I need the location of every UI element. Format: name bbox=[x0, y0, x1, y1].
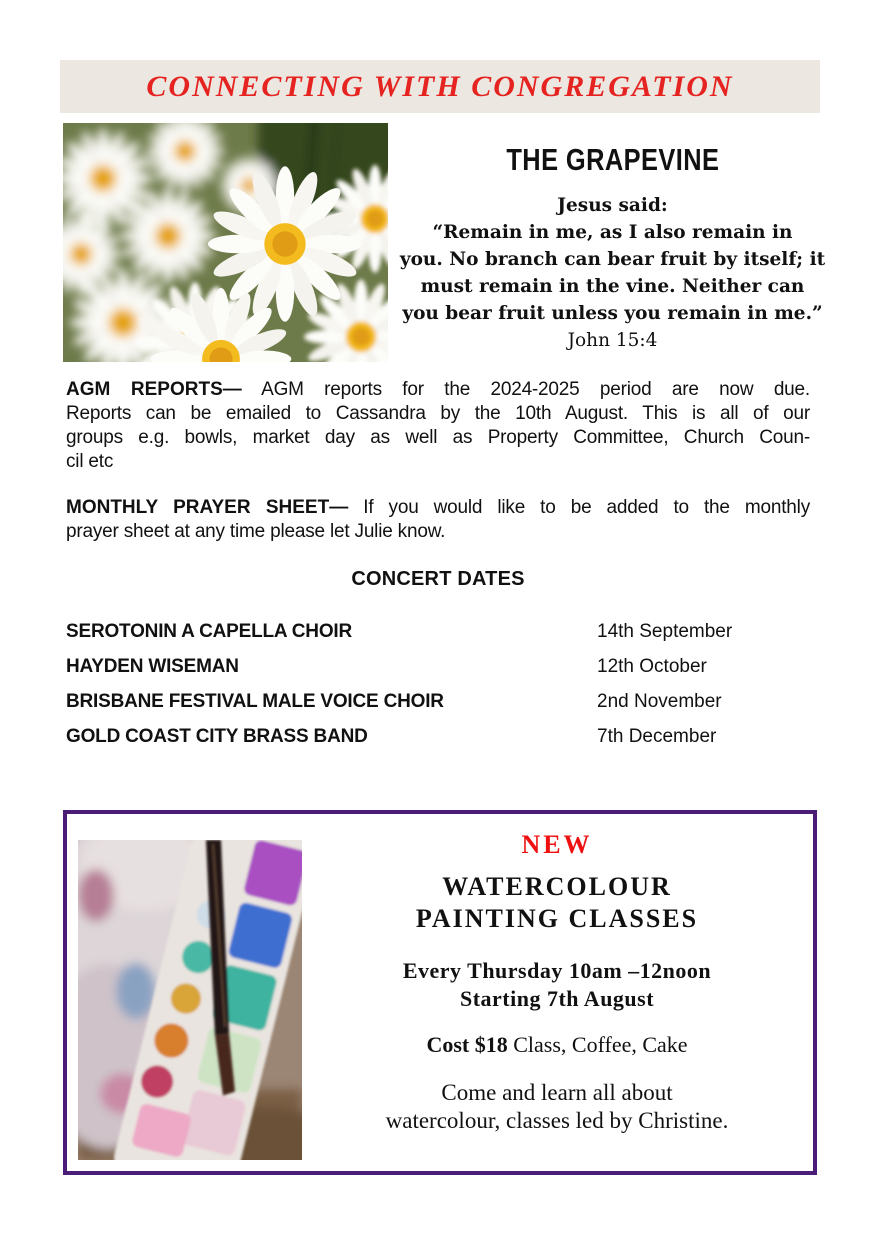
quote-intro: Jesus said: bbox=[557, 195, 668, 216]
concert-date: 2nd November bbox=[597, 691, 722, 712]
paragraph-line: Reports can be emailed to Cassandra by the 10th August. This is all of our bbox=[66, 403, 810, 424]
classes-desc-line: Come and learn all about bbox=[441, 1080, 673, 1105]
classes-schedule-line: Starting 7th August bbox=[459, 986, 655, 1011]
paragraph-line: groups e.g. bowls, market day as well as Property Committee, Church Coun- bbox=[66, 427, 810, 448]
quote-reference: John 15:4 bbox=[567, 330, 658, 351]
concert-date: 7th December bbox=[597, 726, 717, 747]
classes-cost-line: Cost $18 Class, Coffee, Cake bbox=[426, 1032, 688, 1057]
concert-name: BRISBANE FESTIVAL MALE VOICE CHOIR bbox=[66, 691, 444, 712]
classes-content bbox=[307, 814, 807, 1171]
concert-name: HAYDEN WISEMAN bbox=[66, 656, 239, 677]
concert-list bbox=[66, 614, 810, 754]
classes-schedule-line: Every Thursday 10am –12noon bbox=[402, 958, 712, 983]
page-title: CONNECTING WITH CONGREGATION bbox=[146, 69, 734, 103]
quote-line: you. No branch can bear fruit by itself; it bbox=[399, 249, 826, 270]
watercolour-palette-photo bbox=[78, 840, 302, 1160]
masthead-title: THE GRAPEVINE bbox=[506, 142, 719, 177]
paragraph-line: AGM REPORTS— AGM reports for the 2024-2025 period are now due. bbox=[66, 379, 810, 400]
concert-date: 14th September bbox=[597, 621, 733, 642]
quote-line: you bear fruit unless you remain in me.” bbox=[402, 303, 823, 324]
concert-row bbox=[66, 684, 810, 719]
header-banner bbox=[60, 60, 820, 113]
watercolour-classes-box bbox=[63, 810, 817, 1175]
concert-row bbox=[66, 649, 810, 684]
concert-date: 12th October bbox=[597, 656, 707, 677]
quote-line: “Remain in me, as I also remain in bbox=[432, 222, 793, 243]
concert-row bbox=[66, 719, 810, 754]
daisies-photo bbox=[63, 123, 388, 362]
paragraph-line: cil etc bbox=[66, 451, 114, 472]
classes-desc-line: watercolour, classes led by Christine. bbox=[385, 1108, 729, 1133]
scripture-quote bbox=[395, 192, 830, 354]
paragraph-line: prayer sheet at any time please let Julie know. bbox=[66, 521, 446, 542]
prayer-lead: MONTHLY PRAYER SHEET— bbox=[66, 497, 349, 518]
classes-title-line: PAINTING CLASSES bbox=[415, 904, 699, 933]
new-badge: NEW bbox=[521, 830, 593, 859]
masthead bbox=[395, 142, 830, 354]
classes-title-line: WATERCOLOUR bbox=[442, 872, 672, 901]
cost-amount: Cost $18 bbox=[426, 1032, 508, 1057]
agm-reports-paragraph bbox=[66, 378, 810, 474]
concert-row bbox=[66, 614, 810, 649]
prayer-sheet-paragraph bbox=[66, 496, 810, 544]
quote-line: must remain in the vine. Neither can bbox=[420, 276, 805, 297]
concert-name: GOLD COAST CITY BRASS BAND bbox=[66, 726, 368, 747]
agm-lead: AGM REPORTS— bbox=[66, 379, 242, 400]
concert-dates-heading: CONCERT DATES bbox=[351, 568, 525, 590]
paragraph-line: MONTHLY PRAYER SHEET— If you would like to be added to the monthly bbox=[66, 497, 811, 518]
concert-name: SEROTONIN A CAPELLA CHOIR bbox=[66, 621, 352, 642]
